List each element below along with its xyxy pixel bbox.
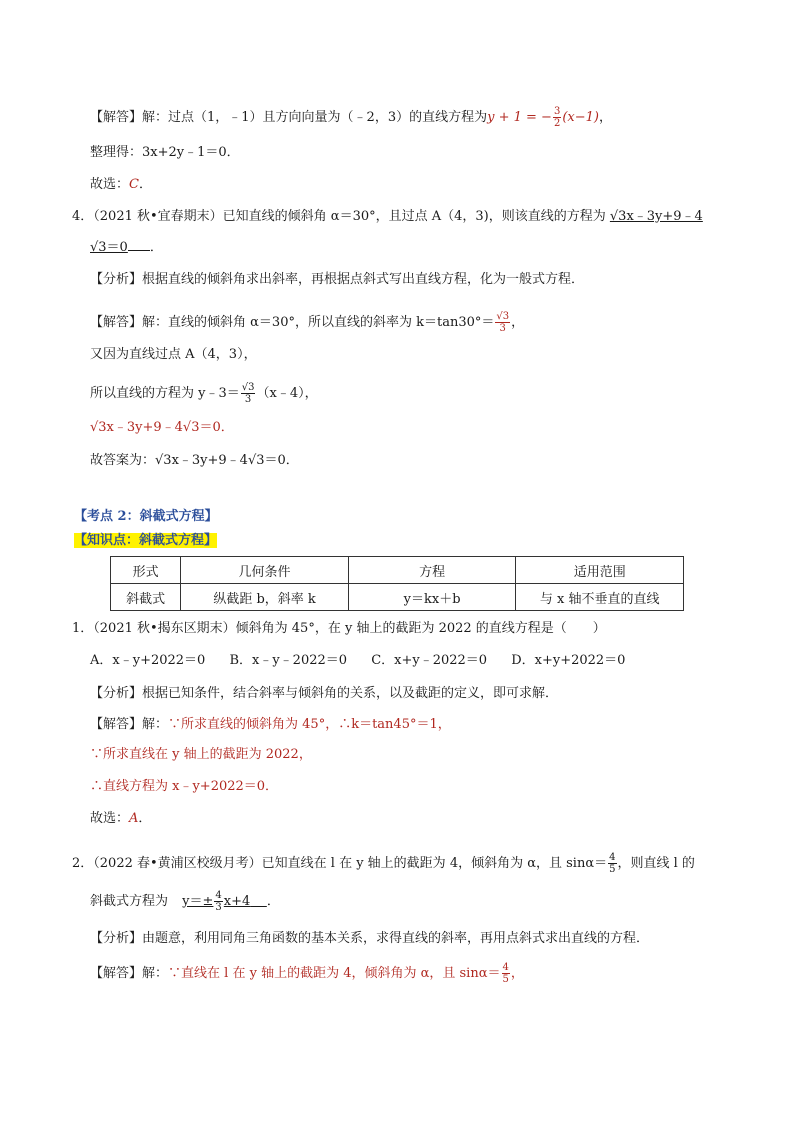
analysis-line: 【分析】根据已知条件，结合斜率与倾斜角的关系，以及截距的定义，即可求解． (90, 686, 559, 701)
section-title: 【考点 2：斜截式方程】 (74, 509, 218, 524)
table-row (111, 584, 684, 611)
table-header: 形式 (111, 557, 181, 584)
table-header-row (111, 557, 684, 584)
question-1: 1．（2021 秋•揭东区期末）倾斜角为 45°，在 y 轴上的截距为 2022 的直线方程是（ ） (72, 621, 606, 636)
final-answer: 故答案为：√3x﹣3y+9﹣4√3＝0． (90, 453, 299, 468)
solution-line: ∵所求直线在 y 轴上的截距为 2022， (90, 747, 312, 762)
option-d: D．x+y+2022＝0 (511, 653, 626, 668)
simplify-line: 整理得：3x+2y﹣1＝0． (90, 145, 240, 160)
solution-line: ∴直线方程为 x﹣y+2022＝0． (90, 779, 279, 794)
table-header: 几何条件 (181, 557, 349, 584)
question-4-cont: √3＝0 ． (90, 240, 163, 255)
table-header: 适用范围 (516, 557, 684, 584)
table-cell: 纵截距 b，斜率 k (181, 584, 349, 611)
option-c: C．x+y﹣2022＝0 (371, 653, 488, 668)
choice-line: 故选：C． (90, 177, 152, 192)
fraction: $\frac{3}{2}$ (553, 106, 561, 129)
table-cell: y＝kx＋b (348, 584, 516, 611)
fraction: $\frac{√3}{3}$ (241, 382, 255, 405)
solution-line: 【解答】解：过点（1，﹣1）且方向向量为（﹣2，3）的直线方程为y + 1 = − $\frac{3}{2}$ (x−1)， (90, 106, 612, 129)
question-2-cont: 斜截式方程为 y＝± $\frac{4}{3}$ x+4 ． (90, 890, 280, 913)
table-cell: 斜截式 (111, 584, 181, 611)
choice-line: 故选：A． (90, 811, 152, 826)
answer-blank: √3x﹣3y+9﹣4 (609, 209, 703, 224)
solution-line: 又因为直线过点 A（4，3）， (90, 347, 257, 362)
analysis-line: 【分析】由题意，利用同角三角函数的基本关系，求得直线的斜率，再用点斜式求出直线的方程． (90, 931, 650, 946)
table-header: 方程 (348, 557, 516, 584)
fraction: $\frac{4}{5}$ (609, 852, 616, 875)
solution-tag: 【解答】 (90, 110, 143, 125)
table-cell: 与 x 轴不垂直的直线 (516, 584, 684, 611)
result-equation: √3x﹣3y+9﹣4√3＝0． (90, 420, 234, 435)
option-b: B．x﹣y﹣2022＝0 (229, 653, 348, 668)
question-4: 4．（2021 秋•宜春期末）已知直线的倾斜角 α＝30°，且过点 A（4，3)，则该直线的方程为 √3x﹣3y+9﹣4 (72, 209, 703, 224)
fraction: $\frac{4}{5}$ (502, 962, 509, 985)
formula-table (110, 556, 684, 611)
solution-line: 所以直线的方程为 y﹣3＝ $\frac{√3}{3}$ （x﹣4）， (90, 382, 318, 405)
option-a: A．x﹣y+2022＝0 (90, 653, 206, 668)
equation-part: y + 1 = − (487, 110, 552, 125)
answer-blank: y＝± $\frac{4}{3}$ x+4 (182, 890, 251, 913)
equation-part: (x−1) (562, 110, 599, 125)
solution-line: 【解答】解：∵所求直线的倾斜角为 45°，∴k＝tan45°＝1， (90, 717, 451, 732)
analysis-line: 【分析】根据直线的倾斜角求出斜率，再根据点斜式写出直线方程，化为一般式方程． (90, 272, 585, 287)
question-2: 2．（2022 春•黄浦区校级月考）已知直线在 l 在 y 轴上的截距为 4，倾斜角为 α，且 sinα＝ $\frac{4}{5}$ ，则直线 l 的 (72, 852, 695, 875)
fraction: $\frac{√3}{3}$ (496, 311, 510, 334)
solution-line: 【解答】解：直线的倾斜角 α＝30°，所以直线的斜率为 k＝tan30°＝ $\frac{√3}{3}$ ， (90, 311, 525, 334)
options-line (90, 652, 625, 670)
answer: C (129, 177, 139, 192)
knowledge-title: 【知识点：斜截式方程】 (74, 533, 218, 548)
solution-text: 解：过点（1，﹣1）且方向向量为（﹣2，3）的直线方程为 (142, 110, 488, 125)
solution-line: 【解答】解：∵直线在 l 在 y 轴上的截距为 4，倾斜角为 α，且 sinα＝ $\frac{4}{5}$ ， (90, 962, 524, 985)
